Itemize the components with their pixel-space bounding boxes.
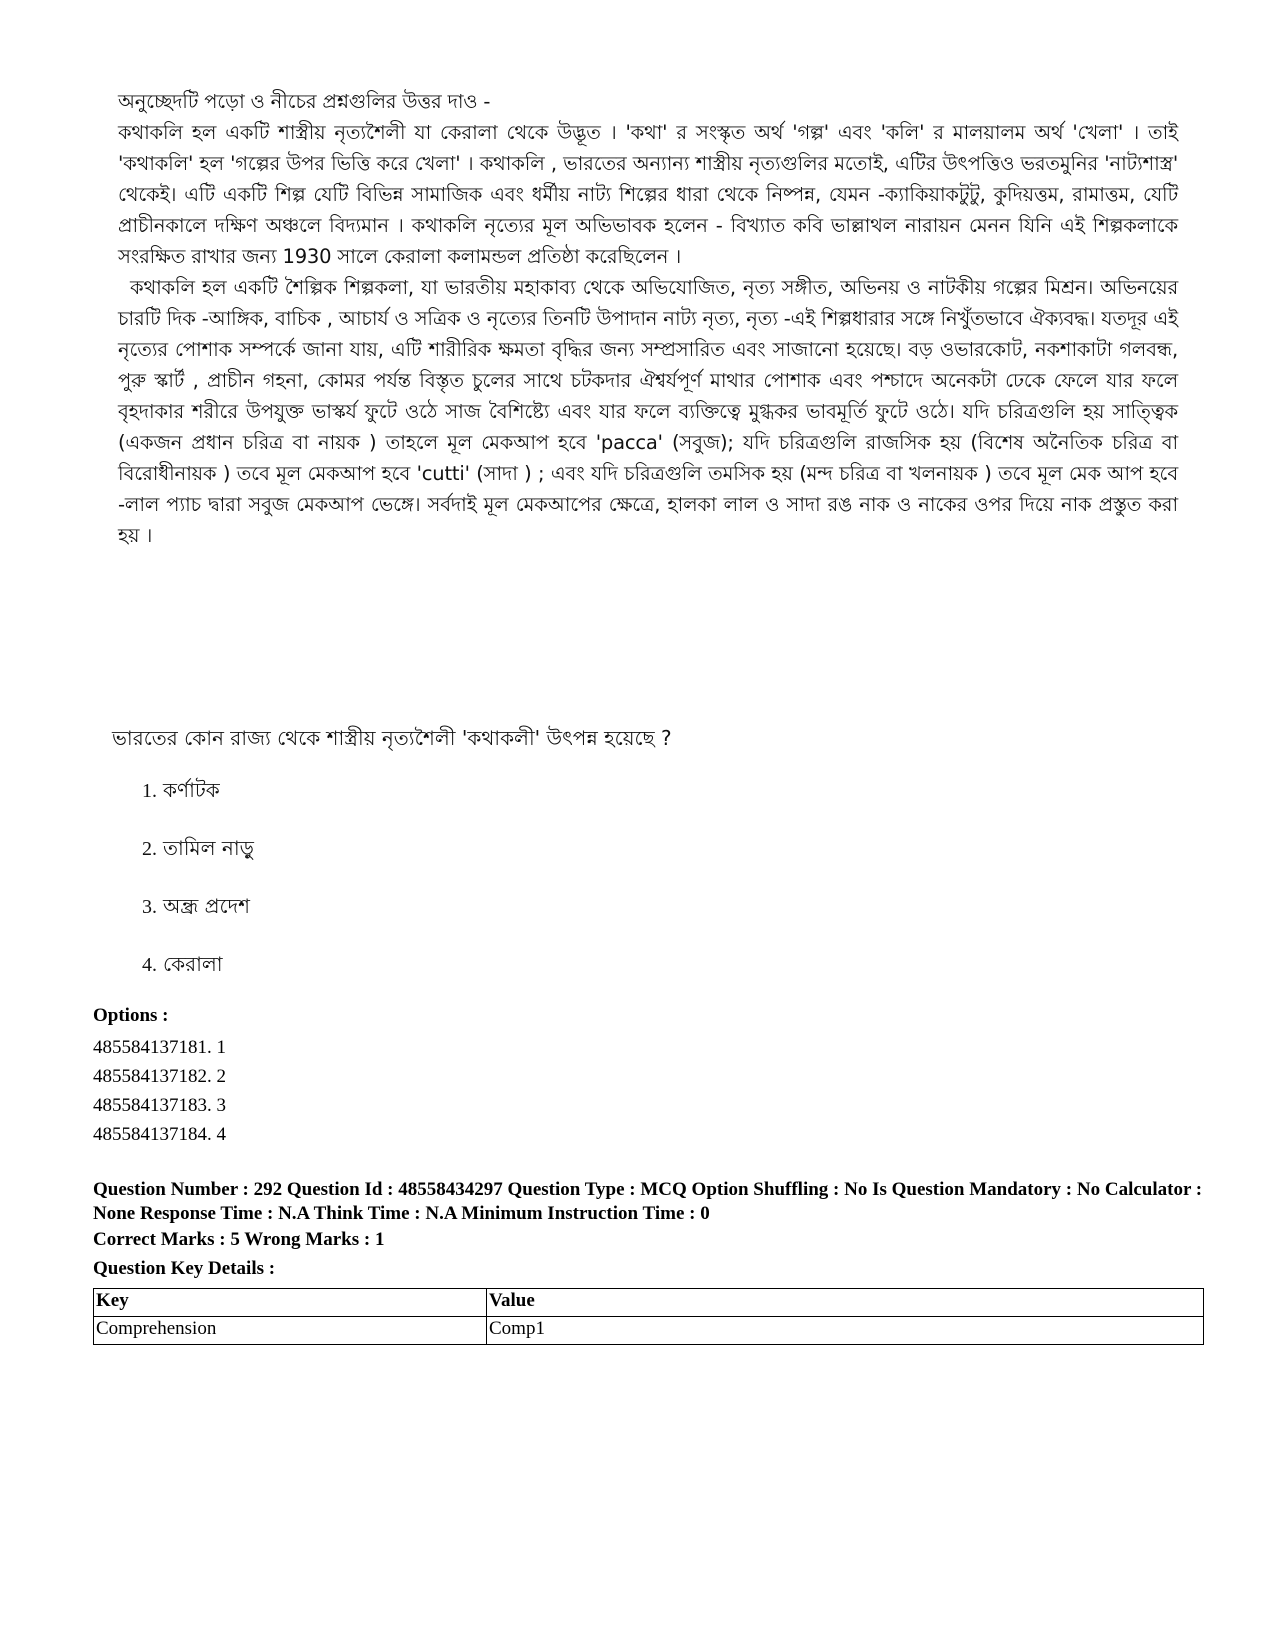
- column-header-key: Key: [94, 1289, 487, 1317]
- choice-number: 4.: [142, 954, 157, 976]
- marks-info: Correct Marks : 5 Wrong Marks : 1: [93, 1229, 385, 1250]
- choice-number: 1.: [142, 780, 157, 802]
- options-heading: Options :: [93, 1005, 169, 1026]
- option-id: 485584137183. 3: [93, 1095, 226, 1116]
- choice-text: তামিল নাড়ু: [163, 836, 254, 860]
- table-header-row: [94, 1289, 1204, 1317]
- options-list: [93, 1033, 226, 1149]
- option-id: 485584137182. 2: [93, 1066, 226, 1087]
- key-details-heading: Question Key Details :: [93, 1258, 276, 1279]
- question-text: ভারতের কোন রাজ্য থেকে শাস্ত্রীয় নৃত্যশৈলী 'কথাকলী' উৎপন্ন হয়েছে ?: [112, 726, 672, 750]
- choice-item: [142, 775, 254, 833]
- choice-item: [142, 949, 254, 1007]
- passage-instruction: অনুচ্ছেদটি পড়ো ও নীচের প্রশ্নগুলির উত্তর দাও -: [118, 90, 491, 113]
- choice-item: [142, 833, 254, 891]
- choice-item: [142, 891, 254, 949]
- question-metadata: Question Number : 292 Question Id : 48558434297 Question Type : MCQ Option Shuffling : No Is Question Mandatory : No Calculator : None Response Time : N.A Think Time : N.A Minimum Instruction Time : 0: [93, 1179, 1203, 1224]
- choice-text: অন্ধ্র প্রদেশ: [163, 894, 250, 918]
- passage-paragraph-1: কথাকলি হল একটি শাস্ত্রীয় নৃত্যশৈলী যা কেরালা থেকে উদ্ভূত । 'কথা' র সংস্কৃত অর্থ 'গল্প' এবং 'কলি' র মালয়ালম অর্থ 'খেলা' । তাই 'কথাকলি' হল 'গল্পের উপর ভিত্তি করে খেলা' । কথাকলি , ভারতের অন্যান্য শাস্ত্রীয় নৃত্যগুলির মতোই, এটির উৎপত্তিও ভরতমুনির 'নাট্যশাস্ত্র' থেকেই। এটি একটি শিল্প যেটি বিভিন্ন সামাজিক এবং ধর্মীয় নাট্য শিল্পের ধারা থেকে নিষ্পন্ন, যেমন -ক্যাকিয়াকটুটু, কুদিয়ত্তম, রামাত্তম, যেটি প্রাচীনকালে দক্ষিণ অঞ্চলে বিদ্যমান । কথাকলি নৃত্যের মূল অভিভাবক হলেন - বিখ্যাত কবি ভাল্লাথল নারায়ন মেনন যিনি এই শিল্পকলাকে সংরক্ষিত রাখার জন্য 1930 সালে কেরালা কলামন্ডল প্রতিষ্ঠা করেছিলেন ।: [118, 121, 1178, 268]
- value-cell: Comp1: [487, 1317, 1204, 1345]
- key-cell: Comprehension: [94, 1317, 487, 1345]
- option-id: 485584137181. 1: [93, 1037, 226, 1058]
- column-header-value: Value: [487, 1289, 1204, 1317]
- key-details-table: [93, 1288, 1204, 1345]
- option-id: 485584137184. 4: [93, 1124, 226, 1145]
- choice-text: কর্ণাটক: [163, 778, 220, 802]
- answer-choices: [142, 775, 254, 1007]
- comprehension-passage: [118, 86, 1178, 551]
- choice-number: 2.: [142, 838, 157, 860]
- table-row: [94, 1317, 1204, 1345]
- passage-paragraph-2: কথাকলি হল একটি শৈল্পিক শিল্পকলা, যা ভারতীয় মহাকাব্য থেকে অভিযোজিত, নৃত্য সঙ্গীত, অভিনয় ও নাটকীয় গল্পের মিশ্রন। অভিনয়ের চারটি দিক -আঙ্গিক, বাচিক , আচার্য ও সত্রিক ও নৃত্যের তিনটি উপাদান নাট্য নৃত্য, নৃত্য -এই শিল্পধারার সঙ্গে নিখুঁতভাবে ঐক্যবদ্ধ। যতদূর এই নৃত্যের পোশাক সম্পর্কে জানা যায়, এটি শারীরিক ক্ষমতা বৃদ্ধির জন্য সম্প্রসারিত এবং সাজানো হয়েছে। বড় ওভারকোট, নকশাকাটা গলবন্ধ, পুরু স্কার্ট , প্রাচীন গহনা, কোমর পর্যন্ত বিস্তৃত চুলের সাথে চটকদার ঐশ্বর্যপূর্ণ মাথার পোশাক এবং পশ্চাদে অনেকটা ঢেকে ফেলে যার ফলে বৃহদাকার শরীরে উপযুক্ত ভাস্কর্য ফুটে ওঠে সাজ বৈশিষ্ট্যে এবং যার ফলে ব্যক্তিত্বে মুগ্ধকর ভাবমূর্তি ফুটে ওঠে। যদি চরিত্রগুলি হয় সাত্ত্বিক (একজন প্রধান চরিত্র বা নায়ক ) তাহলে মূল মেকআপ হবে 'pacca' (সবুজ); যদি চরিত্রগুলি রাজসিক হয় (বিশেষ অনৈতিক চরিত্র বা বিরোধীনায়ক ) তবে মূল মেকআপ হবে 'cutti' (সাদা ) ; এবং যদি চরিত্রগুলি তমসিক হয় (মন্দ চরিত্র বা খলনায়ক ) তবে মূল মেক আপ হবে -লাল প্যাচ দ্বারা সবুজ মেকআপ ভেঙ্গে। সর্বদাই মূল মেকআপের ক্ষেত্রে, হালকা লাল ও সাদা রঙ নাক ও নাকের ওপর দিয়ে নাক প্রস্তুত করা হয় ।: [118, 276, 1178, 547]
- choice-number: 3.: [142, 896, 157, 918]
- choice-text: কেরালা: [163, 952, 223, 976]
